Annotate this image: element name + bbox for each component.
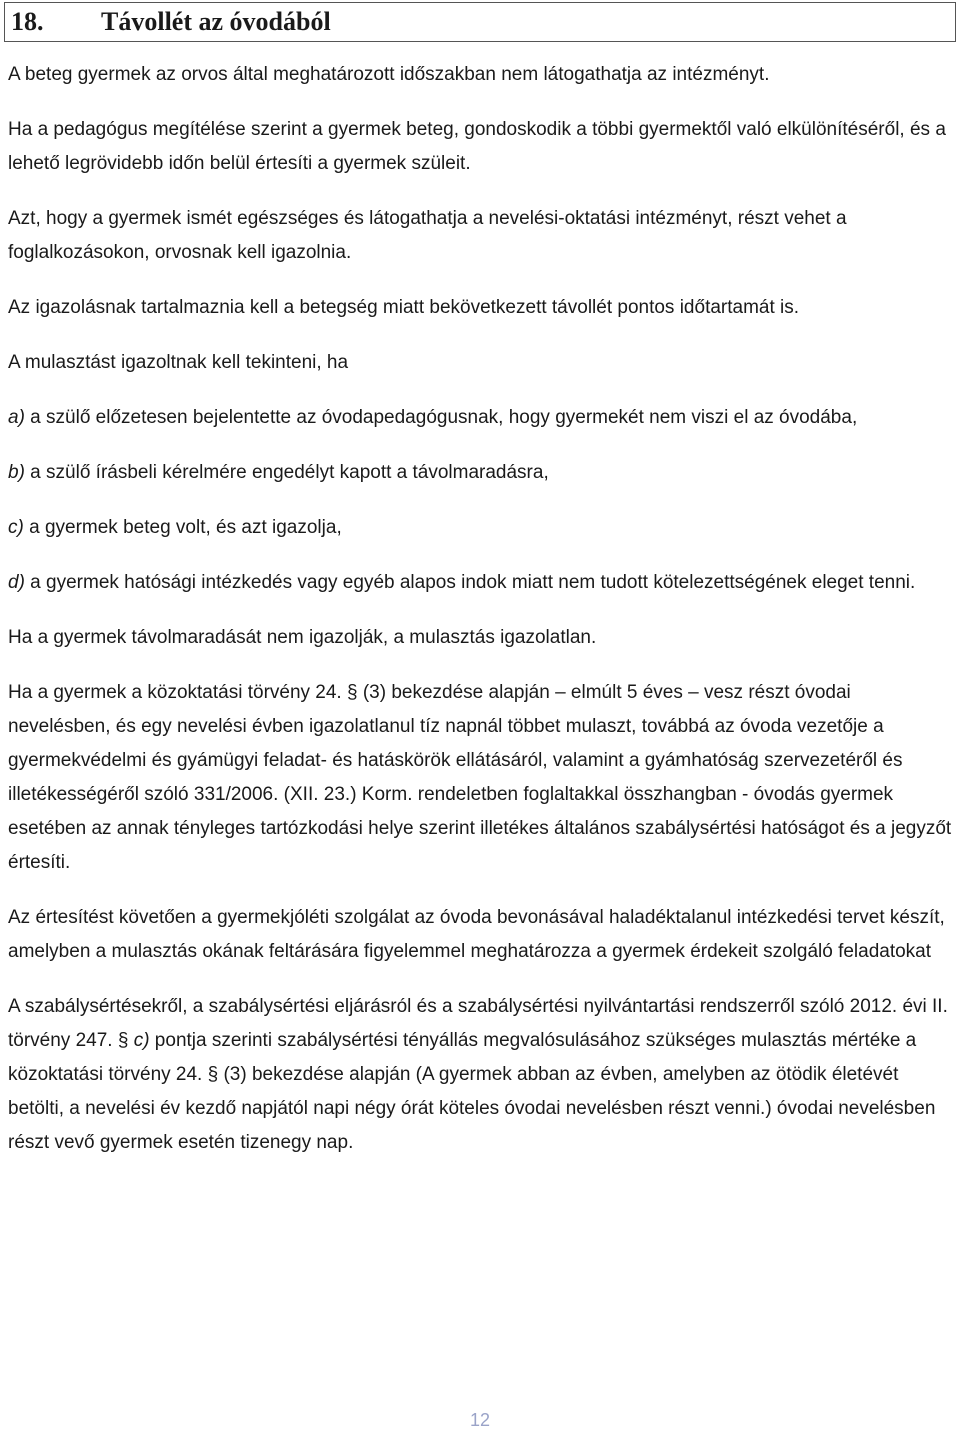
paragraph-4: Az igazolásnak tartalmaznia kell a betegség miatt bekövetkezett távollét pontos időtartamát is. [8, 297, 800, 318]
paragraph-9-part-2: pontja szerinti szabálysértési tényállás megvalósulásához szükséges mulasztás mértéke a közoktatási törvény 24. § (3) bekezdése alapján (A gyermek abban az évben, amelyben az ötödik életévét betölti, a nevelési év kezdő napjától napi négy órát köteles óvodai nevelésben részt venni.) óvodai nevelésben részt vevő gyermek esetén tizenegy nap. [8, 1030, 936, 1153]
document-body [8, 58, 954, 1181]
list-text-c: a gyermek beteg volt, és azt igazolja, [23, 517, 342, 538]
paragraph-2: Ha a pedagógus megítélése szerint a gyermek beteg, gondoskodik a többi gyermektől való elkülönítéséről, és a lehető legrövidebb időn belül értesíti a gyermek szüleit. [8, 119, 946, 174]
paragraph-9-emphasis: c) [133, 1030, 150, 1051]
paragraph-1: A beteg gyermek az orvos által meghatározott időszakban nem látogathatja az intézményt. [8, 64, 770, 85]
list-item-b [8, 456, 954, 490]
paragraph-9 [8, 990, 954, 1160]
list-text-a: a szülő előzetesen bejelentette az óvodapedagógusnak, hogy gyermekét nem viszi el az óvodába, [24, 407, 858, 428]
paragraph-3: Azt, hogy a gyermek ismét egészséges és látogathatja a nevelési-oktatási intézményt, részt vehet a foglalkozásokon, orvosnak kell igazolnia. [8, 208, 847, 263]
list-marker-b: b) [8, 462, 25, 483]
list-marker-c: c) [8, 517, 24, 538]
paragraph-9-part-1: A szabálysértésekről, a szabálysértési eljárásról és a szabálysértési nyilvántartási rendszerről szóló 2012. évi II. törvény 247. § [8, 996, 948, 1051]
section-heading [4, 2, 956, 42]
list-item-d [8, 566, 954, 600]
section-title: Távollét az óvodából [101, 7, 331, 36]
list-item-a [8, 401, 954, 435]
list-marker-a: a) [8, 407, 25, 428]
paragraph-8: Az értesítést követően a gyermekjóléti szolgálat az óvoda bevonásával haladéktalanul intézkedési tervet készít, amelyben a mulasztás okának feltárására figyelemmel meghatározza a gyermek érdekeit szolgáló feladatokat [8, 907, 945, 962]
list-text-d: a gyermek hatósági intézkedés vagy egyéb alapos indok miatt nem tudott kötelezettségének eleget tenni. [24, 572, 916, 593]
section-number: 18. [11, 7, 44, 36]
paragraph-7: Ha a gyermek a közoktatási törvény 24. § (3) bekezdése alapján – elmúlt 5 éves – vesz részt óvodai nevelésben, és egy nevelési évben igazolatlanul tíz napnál többet mulaszt, továbbá az óvoda vezetője a gyermekvédelmi és gyámügyi feladat- és hatáskörök ellátásáról, valamint a gyámhatóság szervezetéről és illetékességéről szóló 331/2006. (XII. 23.) Korm. rendeletben foglaltakkal összhangban - óvodás gyermek esetében az annak tényleges tartózkodási helye szerint illetékes általános szabálysértési hatóságot és a jegyzőt értesíti. [8, 682, 952, 873]
list-item-c [8, 511, 954, 545]
paragraph-6: Ha a gyermek távolmaradását nem igazolják, a mulasztás igazolatlan. [8, 627, 597, 648]
list-text-b: a szülő írásbeli kérelmére engedélyt kapott a távolmaradásra, [24, 462, 549, 483]
list-marker-d: d) [8, 572, 25, 593]
page-number: 12 [469, 1410, 491, 1430]
paragraph-5: A mulasztást igazoltnak kell tekinteni, ha [8, 352, 349, 373]
